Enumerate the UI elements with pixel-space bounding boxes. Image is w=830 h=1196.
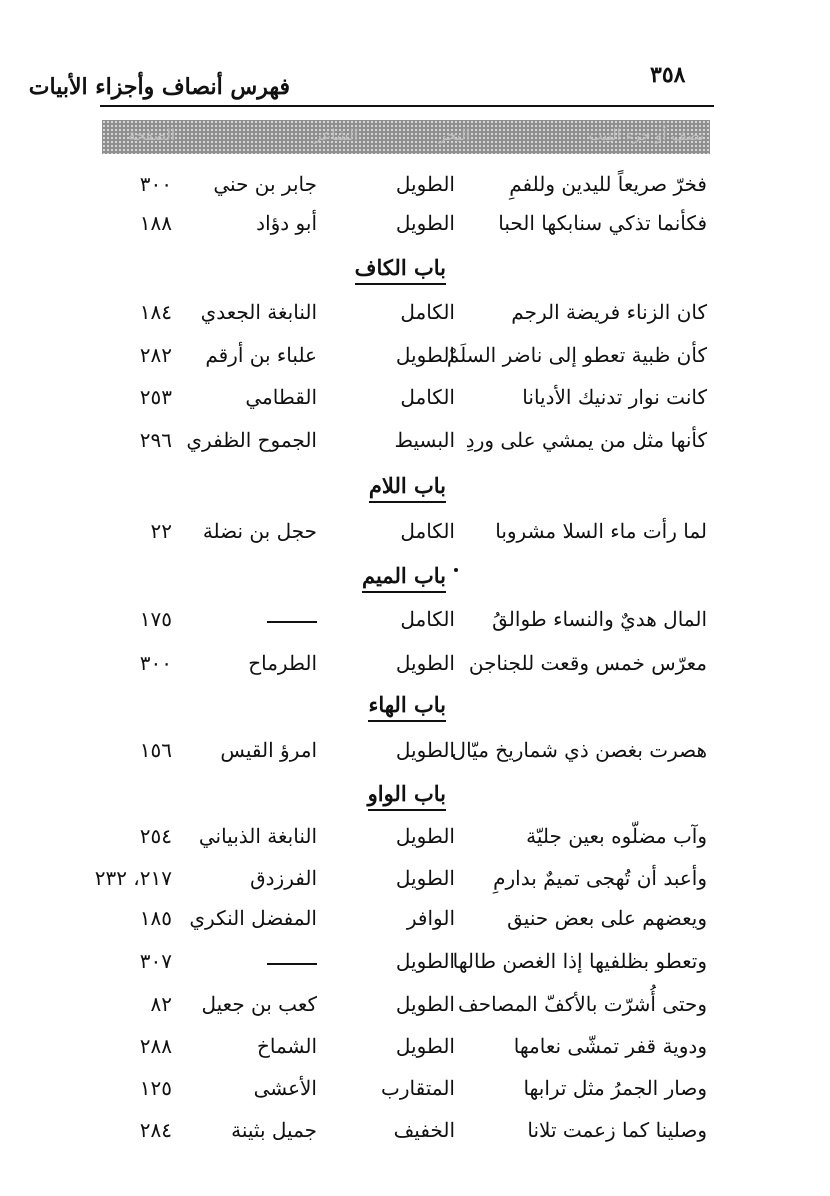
table-row (0, 1072, 830, 1106)
page-ref: ١٨٤ (139, 300, 172, 324)
header-rule (100, 105, 714, 107)
verse-text: كأنها مثل من يمشي على وردِ (465, 428, 707, 452)
table-row (0, 207, 830, 241)
table-row (0, 515, 830, 549)
table-row (0, 734, 830, 768)
section-title: باب الهاء (368, 692, 446, 722)
table-row (0, 902, 830, 936)
meter-text: الكامل (400, 519, 455, 543)
table-row (0, 168, 830, 202)
poet-text: الأعشى (253, 1076, 317, 1100)
verse-text: كأن ظبية تعطو إلى ناضر السلَمْ (446, 343, 707, 367)
page-ref: ١٧٥ (139, 607, 172, 631)
meter-text: البسيط (394, 428, 455, 452)
meter-text: الطويل (395, 738, 455, 762)
page-ref: ١٨٥ (139, 906, 172, 930)
page-ref: ١٨٨ (139, 211, 172, 235)
verse-text: المال هديٌ والنساء طوالقُ (492, 607, 707, 631)
column-header-bar (102, 120, 710, 154)
table-row (0, 381, 830, 415)
table-row (0, 1114, 830, 1148)
meter-text: المتقارب (381, 1076, 455, 1100)
table-row (0, 988, 830, 1022)
poet-text: أبو دؤاد (256, 211, 317, 235)
verse-text: وآب مضلّوه بعين جليّة (526, 824, 707, 848)
section-title: باب الميم (362, 563, 446, 593)
poet-text: الطرماح (248, 651, 317, 675)
page-ref: ١٢٥ (139, 1076, 172, 1100)
meter-text: الطويل (395, 651, 455, 675)
table-row (0, 820, 830, 854)
section-heading-lam (369, 473, 446, 507)
table-row (0, 424, 830, 458)
page-ref: ٢٩٦ (139, 428, 172, 452)
poet-text: النابغة الجعدي (200, 300, 317, 324)
page-ref: ١٥٦ (139, 738, 172, 762)
verse-text: هصرت بغصن ذي شماريخ ميّال (451, 738, 707, 762)
verse-text: لما رأت ماء السلا مشروبا (495, 519, 707, 543)
verse-text: كانت نوار تدنيك الأديانا (522, 385, 707, 409)
meter-text: الخفيف (393, 1118, 455, 1142)
page-ref: ٢٨٤ (139, 1118, 172, 1142)
page-ref: ٢٢ (150, 519, 172, 543)
poet-text: الفرزدق (250, 866, 317, 890)
meter-text: الطويل (395, 172, 455, 196)
page-ref: ٢١٧، ٢٣٢ (94, 866, 172, 890)
section-heading-waw (368, 781, 446, 815)
meter-text: الطويل (395, 992, 455, 1016)
verse-text: ويعضهم على بعض حنيق (507, 906, 707, 930)
meter-text: الطويل (395, 211, 455, 235)
meter-text: الكامل (400, 385, 455, 409)
poet-text: الجموح الظفري (186, 428, 317, 452)
section-title: باب اللام (369, 473, 446, 503)
verse-text: وتعطو بظلفيها إذا الغصن طالها (452, 949, 707, 973)
poet-text: جابر بن حني (213, 172, 317, 196)
column-header-meter: البحر (438, 126, 470, 144)
table-row (0, 296, 830, 330)
verse-text: وصار الجمرُ مثل ترابها (523, 1076, 707, 1100)
meter-text: الكامل (400, 607, 455, 631)
verse-text: وحتى أُشرّت بالأكفّ المصاحف (458, 992, 707, 1016)
meter-text: الطويل (395, 949, 455, 973)
page-ref: ٢٥٣ (139, 385, 172, 409)
meter-text: الطويل (395, 1034, 455, 1058)
table-row (0, 862, 830, 896)
meter-text: الكامل (400, 300, 455, 324)
section-title: باب الكاف (355, 255, 446, 285)
page-number: ٣٥٨ (650, 62, 686, 88)
page-ref: ٢٨٨ (139, 1034, 172, 1058)
verse-text: فخرّ صريعاً لليدين وللفمِ (509, 172, 707, 196)
stray-mark (454, 568, 458, 572)
column-header-poet: الشاعر (314, 126, 358, 144)
page-ref: ٢٨٢ (139, 343, 172, 367)
running-title: فهرس أنصاف وأجزاء الأبيات (28, 74, 290, 100)
poet-text: جميل بثينة (231, 1118, 317, 1142)
poet-text: علباء بن أرقم (205, 343, 317, 367)
poet-text: المفضل النكري (189, 906, 317, 930)
no-poet-dash (267, 963, 317, 965)
table-row (0, 945, 830, 979)
meter-text: الطويل (395, 824, 455, 848)
poet-text: امرؤ القيس (220, 738, 317, 762)
meter-text: الوافر (406, 906, 455, 930)
page-ref: ٣٠٧ (139, 949, 172, 973)
table-row (0, 1030, 830, 1064)
verse-text: معرّس خمس وقعت للجناجن (468, 651, 707, 675)
section-title: باب الواو (368, 781, 446, 811)
page-ref: ٣٠٠ (139, 172, 172, 196)
poet-text: النابغة الذبياني (198, 824, 317, 848)
section-heading-mim (362, 563, 446, 597)
poet-text: كعب بن جعيل (201, 992, 317, 1016)
verse-text: ودوية قفر تمشّى نعامها (513, 1034, 707, 1058)
poet-text: الشماخ (256, 1034, 317, 1058)
verse-text: وصلينا كما زعمت تلانا (527, 1118, 707, 1142)
poet-text: حجل بن نضلة (202, 519, 317, 543)
verse-text: فكأنما تذكي سنابكها الحبا (498, 211, 707, 235)
column-header-page: الصفحة (127, 126, 175, 144)
page-ref: ٨٢ (150, 992, 172, 1016)
meter-text: الطويل (395, 343, 455, 367)
section-heading-ha (368, 692, 446, 726)
page-ref: ٢٥٤ (139, 824, 172, 848)
table-row (0, 603, 830, 637)
section-heading-kaf (355, 255, 446, 289)
no-poet-dash (267, 621, 317, 623)
column-header-verse: نصف أو جزء البيت (588, 126, 704, 144)
meter-text: الطويل (395, 866, 455, 890)
verse-text: كان الزناء فريضة الرجم (511, 300, 707, 324)
table-row (0, 339, 830, 373)
table-row (0, 647, 830, 681)
page-ref: ٣٠٠ (139, 651, 172, 675)
verse-text: وأعبد أن تُهجى تميمٌ بدارمِ (493, 866, 707, 890)
poet-text: القطامي (245, 385, 317, 409)
